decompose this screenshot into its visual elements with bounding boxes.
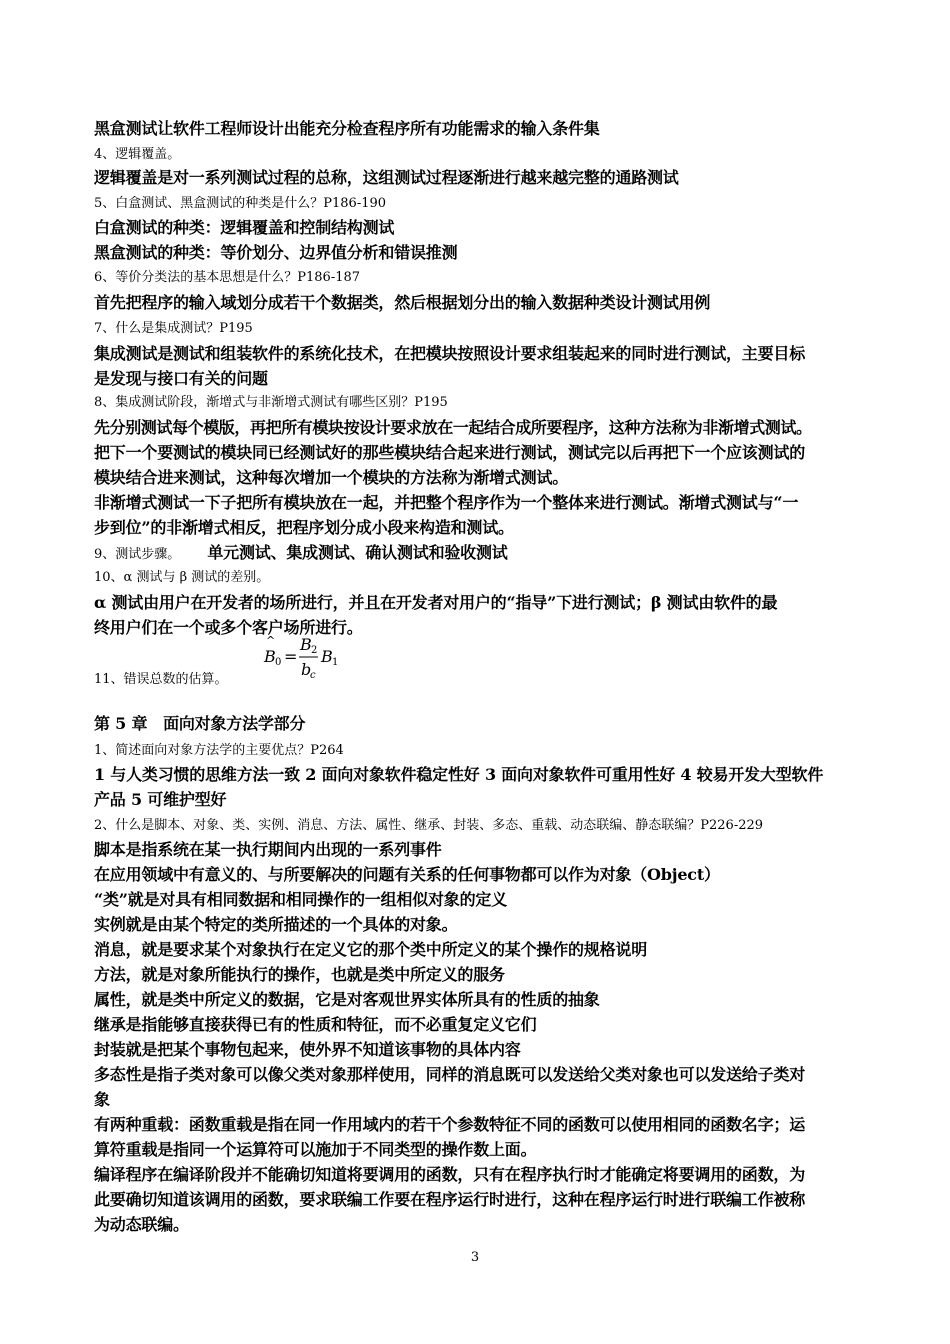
definition-inheritance: 继承是指能够直接获得已有的性质和特征，而不必重复定义它们 — [94, 1015, 537, 1034]
formula-rhs: B — [321, 647, 333, 666]
oo-question-1: 1、简述面向对象方法学的主要优点？P264 — [94, 743, 344, 758]
definition-class: “类”就是对具有相同数据和相同操作的一组相似对象的定义 — [94, 890, 508, 909]
question-10: 10、α 测试与 β 测试的差别。 — [94, 570, 270, 585]
definition-polymorphism-line-1: 多态性是指子类对象可以像父类对象那样使用，同样的消息既可以发送给父类对象也可以发送给子类对 — [94, 1065, 806, 1084]
answer-5-black-box: 黑盒测试的种类：等价划分、边界值分析和错误推测 — [94, 243, 458, 262]
formula-denominator-sub: c — [310, 670, 316, 681]
oo-answer-1-line-1: 1 与人类习惯的思维方法一致 2 面向对象软件稳定性好 3 面向对象软件可重用性好 4 较易开发大型软件 — [94, 765, 824, 784]
page-number: 3 — [470, 1250, 480, 1265]
answer-8-line-3: 模块结合进来测试，这种每次增加一个模块的方法称为渐增式测试。 — [94, 468, 569, 487]
definition-message: 消息，就是要求某个对象执行在定义它的那个类中所定义的某个操作的规格说明 — [94, 940, 648, 959]
definition-overload-line-2: 算符重载是指同一个运算符可以施加于不同类型的操作数上面。 — [94, 1140, 537, 1159]
formula-denominator: b — [301, 660, 312, 679]
definition-encapsulation: 封装就是把某个事物包起来，使外界不知道该事物的具体内容 — [94, 1040, 521, 1059]
formula-numerator: B — [300, 635, 312, 654]
question-6: 6、等价分类法的基本思想是什么？P186-187 — [94, 270, 361, 285]
formula-hat: ^ — [266, 634, 276, 647]
definition-instance: 实例就是由某个特定的类所描述的一个具体的对象。 — [94, 915, 458, 934]
error-estimate-formula — [262, 632, 357, 682]
definition-dynamic-binding-line-1: 编译程序在编译阶段并不能确切知道将要调用的函数，只有在程序执行时才能确定将要调用的函数，为 — [94, 1165, 806, 1184]
formula-rhs-sub: 1 — [332, 657, 339, 668]
answer-5-white-box: 白盒测试的种类：逻辑覆盖和控制结构测试 — [94, 218, 395, 237]
definition-overload-line-1: 有两种重载：函数重载是指在同一作用域内的若干个参数特征不同的函数可以使用相同的函数名字；运 — [94, 1115, 806, 1134]
definition-dynamic-binding-line-3: 为动态联编。 — [94, 1215, 189, 1234]
formula-numerator-sub: 2 — [311, 645, 318, 656]
answer-4: 逻辑覆盖是对一系列测试过程的总称，这组测试过程逐渐进行越来越完整的通路测试 — [94, 168, 679, 187]
definition-dynamic-binding-line-2: 此要确切知道该调用的函数，要求联编工作要在程序运行时进行，这种在程序运行时进行联编工作被称 — [94, 1190, 806, 1209]
answer-10-line-1: α 测试由用户在开发者的场所进行，并且在开发者对用户的“指导”下进行测试；β 测试由软件的最 — [94, 593, 778, 612]
definition-method: 方法，就是对象所能执行的操作，也就是类中所定义的服务 — [94, 965, 505, 984]
answer-8-line-4: 非渐增式测试一下子把所有模块放在一起，并把整个程序作为一个整体来进行测试。渐增式测试与“一 — [94, 493, 799, 512]
answer-6: 首先把程序的输入域划分成若干个数据类，然后根据划分出的输入数据种类设计测试用例 — [94, 293, 711, 312]
question-9: 9、测试步骤。 — [94, 547, 181, 562]
question-5: 5、白盒测试、黑盒测试的种类是什么？P186-190 — [94, 196, 387, 211]
definition-polymorphism-line-2: 象 — [94, 1090, 110, 1109]
oo-answer-1-line-2: 产品 5 可维护型好 — [94, 790, 227, 809]
oo-question-2: 2、什么是脚本、对象、类、实例、消息、方法、属性、继承、封装、多态、重载、动态联编、静态联编？P226-229 — [94, 818, 764, 833]
answer-black-box: 黑盒测试让软件工程师设计出能充分检查程序所有功能需求的输入条件集 — [94, 119, 600, 138]
question-11: 11、错误总数的估算。 — [94, 672, 228, 687]
formula-equals: = — [284, 647, 298, 666]
answer-8-line-1: 先分别测试每个模版，再把所有模块按设计要求放在一起结合成所要程序，这种方法称为非渐增式测试。 — [94, 418, 812, 437]
formula-lhs: B — [264, 647, 276, 666]
answer-8-line-2: 把下一个要测试的模块同已经测试好的那些模块结合起来进行测试，测试完以后再把下一个应该测试的 — [94, 443, 806, 462]
answer-9: 单元测试、集成测试、确认测试和验收测试 — [207, 543, 508, 562]
answer-7-line-2: 是发现与接口有关的问题 — [94, 369, 268, 388]
answer-8-line-5: 步到位”的非渐增式相反，把程序划分成小段来构造和测试。 — [94, 518, 514, 537]
chapter-5-heading: 第 5 章 面向对象方法学部分 — [94, 714, 306, 733]
question-7: 7、什么是集成测试？P195 — [94, 321, 253, 336]
definition-object: 在应用领域中有意义的、与所要解决的问题有关系的任何事物都可以作为对象（Object） — [94, 865, 720, 884]
definition-attribute: 属性，就是类中所定义的数据，它是对客观世界实体所具有的性质的抽象 — [94, 990, 600, 1009]
question-8: 8、集成测试阶段，渐增式与非渐增式测试有哪些区别？P195 — [94, 395, 448, 410]
step-9-row — [94, 540, 508, 563]
question-4: 4、逻辑覆盖。 — [94, 147, 181, 162]
answer-10-line-2: 终用户们在一个或多个客户场所进行。 — [94, 618, 363, 637]
formula-lhs-sub: 0 — [275, 657, 282, 668]
answer-7-line-1: 集成测试是测试和组装软件的系统化技术，在把模块按照设计要求组装起来的同时进行测试，主要目标 — [94, 344, 806, 363]
definition-script: 脚本是指系统在某一执行期间内出现的一系列事件 — [94, 840, 442, 859]
